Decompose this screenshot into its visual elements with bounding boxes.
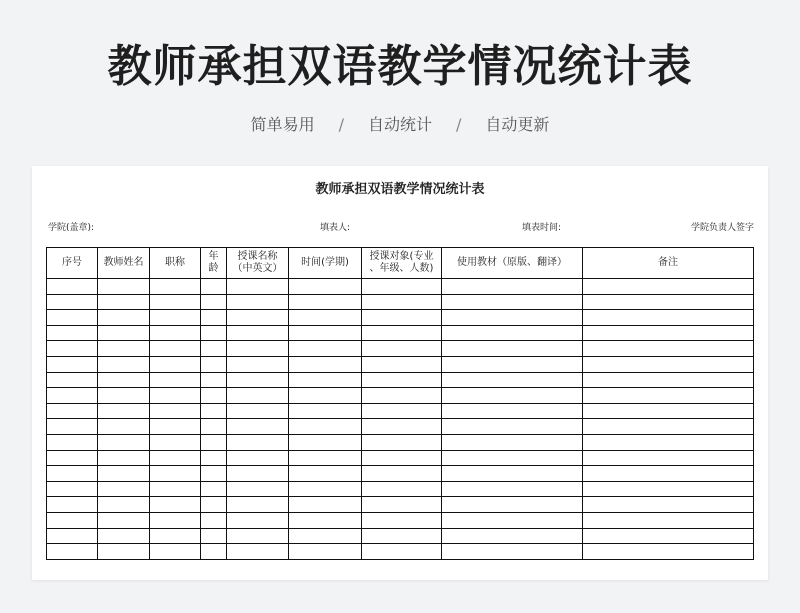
table-cell[interactable]: [583, 356, 754, 372]
column-header-age-line1: 年: [208, 251, 219, 262]
table-cell[interactable]: [442, 403, 583, 419]
table-cell[interactable]: [98, 325, 150, 341]
table-cell[interactable]: [201, 497, 227, 513]
table-cell[interactable]: [98, 528, 150, 544]
table-cell[interactable]: [442, 341, 583, 357]
table-cell[interactable]: [583, 497, 754, 513]
column-header-audience-line1: 授课对象(专业: [369, 251, 434, 262]
college-seal-label: 学院(盖章):: [48, 223, 95, 233]
separator: /: [456, 115, 462, 134]
table-cell[interactable]: [150, 372, 201, 388]
table-cell[interactable]: [289, 434, 362, 450]
table-cell[interactable]: [47, 450, 98, 466]
table-cell[interactable]: [442, 466, 583, 482]
table-row: [47, 419, 754, 435]
fill-date-label: 填表时间:: [522, 223, 562, 233]
table-cell[interactable]: [150, 528, 201, 544]
column-header-remarks: 备注: [583, 248, 754, 279]
statistics-table: [46, 247, 754, 560]
table-row: [47, 356, 754, 372]
table-cell[interactable]: [47, 528, 98, 544]
table-cell[interactable]: [583, 528, 754, 544]
table-cell[interactable]: [362, 528, 442, 544]
table-cell[interactable]: [98, 388, 150, 404]
table-cell[interactable]: [47, 512, 98, 528]
table-row: [47, 372, 754, 388]
table-cell[interactable]: [289, 419, 362, 435]
table-cell[interactable]: [150, 450, 201, 466]
table-row: [47, 434, 754, 450]
table-cell[interactable]: [150, 279, 201, 295]
table-cell[interactable]: [289, 466, 362, 482]
table-cell[interactable]: [442, 279, 583, 295]
table-cell[interactable]: [583, 341, 754, 357]
table-header-row: [47, 248, 754, 279]
table-cell[interactable]: [47, 403, 98, 419]
table-cell[interactable]: [227, 388, 289, 404]
table-cell[interactable]: [98, 544, 150, 560]
table-cell[interactable]: [362, 403, 442, 419]
column-header-course-line1: 授课名称: [237, 251, 278, 262]
table-cell[interactable]: [442, 512, 583, 528]
table-cell[interactable]: [150, 325, 201, 341]
table-cell[interactable]: [362, 372, 442, 388]
table-cell[interactable]: [201, 403, 227, 419]
table-cell[interactable]: [47, 481, 98, 497]
column-header-age-line2: 龄: [208, 263, 219, 274]
table-cell[interactable]: [201, 388, 227, 404]
table-cell[interactable]: [150, 481, 201, 497]
table-cell[interactable]: [442, 388, 583, 404]
table-cell[interactable]: [583, 310, 754, 326]
table-cell[interactable]: [98, 341, 150, 357]
table-cell[interactable]: [442, 325, 583, 341]
column-header-audience: [362, 248, 442, 279]
table-cell[interactable]: [362, 310, 442, 326]
table-cell[interactable]: [289, 481, 362, 497]
table-cell[interactable]: [362, 388, 442, 404]
table-cell[interactable]: [583, 512, 754, 528]
table-cell[interactable]: [362, 466, 442, 482]
table-cell[interactable]: [289, 450, 362, 466]
table-cell[interactable]: [289, 356, 362, 372]
filler-label: 填表人:: [320, 223, 351, 233]
table-cell[interactable]: [362, 481, 442, 497]
column-header-course-line2: （中英文）: [232, 263, 283, 274]
table-cell[interactable]: [201, 279, 227, 295]
table-cell[interactable]: [583, 450, 754, 466]
table-cell[interactable]: [47, 341, 98, 357]
column-header-audience-line2: 、年级、人数): [369, 263, 434, 274]
table-cell[interactable]: [201, 294, 227, 310]
table-cell[interactable]: [442, 481, 583, 497]
table-body: [47, 279, 754, 560]
table-cell[interactable]: [201, 341, 227, 357]
table-cell[interactable]: [227, 310, 289, 326]
table-cell[interactable]: [583, 419, 754, 435]
table-row: [47, 450, 754, 466]
table-cell[interactable]: [150, 403, 201, 419]
table-row: [47, 481, 754, 497]
table-cell[interactable]: [201, 325, 227, 341]
table-row: [47, 528, 754, 544]
table-cell[interactable]: [583, 372, 754, 388]
table-cell[interactable]: [583, 388, 754, 404]
table-cell[interactable]: [47, 544, 98, 560]
table-cell[interactable]: [227, 466, 289, 482]
table-cell[interactable]: [227, 279, 289, 295]
table-row: [47, 544, 754, 560]
table-cell[interactable]: [150, 512, 201, 528]
table-cell[interactable]: [227, 512, 289, 528]
table-cell[interactable]: [98, 512, 150, 528]
table-cell[interactable]: [150, 419, 201, 435]
table-cell[interactable]: [47, 294, 98, 310]
table-cell[interactable]: [289, 341, 362, 357]
table-cell[interactable]: [362, 434, 442, 450]
table-row: [47, 325, 754, 341]
table-cell[interactable]: [98, 481, 150, 497]
column-header-age: [201, 248, 227, 279]
table-cell[interactable]: [289, 294, 362, 310]
table-cell[interactable]: [47, 434, 98, 450]
column-header-textbook: 使用教材（原版、翻译）: [442, 248, 583, 279]
table-cell[interactable]: [98, 434, 150, 450]
table-cell[interactable]: [47, 372, 98, 388]
table-cell[interactable]: [201, 372, 227, 388]
table-row: [47, 466, 754, 482]
separator: /: [338, 115, 344, 134]
table-cell[interactable]: [201, 528, 227, 544]
table-row: [47, 341, 754, 357]
table-cell[interactable]: [362, 512, 442, 528]
table-cell[interactable]: [201, 481, 227, 497]
table-cell[interactable]: [442, 356, 583, 372]
table-cell[interactable]: [289, 325, 362, 341]
table-cell[interactable]: [227, 294, 289, 310]
table-cell[interactable]: [227, 419, 289, 435]
table-cell[interactable]: [98, 497, 150, 513]
table-cell[interactable]: [98, 419, 150, 435]
table-cell[interactable]: [289, 279, 362, 295]
table-cell[interactable]: [47, 466, 98, 482]
page-title: 教师承担双语教学情况统计表: [107, 41, 693, 92]
table-cell[interactable]: [150, 388, 201, 404]
table-cell[interactable]: [442, 310, 583, 326]
table-cell[interactable]: [47, 325, 98, 341]
table-cell[interactable]: [289, 528, 362, 544]
table-row: [47, 388, 754, 404]
table-cell[interactable]: [227, 403, 289, 419]
table-cell[interactable]: [362, 294, 442, 310]
table-cell[interactable]: [150, 544, 201, 560]
feature-tag: 自动更新: [485, 115, 550, 134]
table-cell[interactable]: [442, 450, 583, 466]
table-cell[interactable]: [289, 372, 362, 388]
table-cell[interactable]: [289, 512, 362, 528]
table-cell[interactable]: [227, 356, 289, 372]
table-cell[interactable]: [289, 497, 362, 513]
feature-tags: [0, 112, 800, 135]
table-cell[interactable]: [442, 497, 583, 513]
table-cell[interactable]: [201, 356, 227, 372]
table-row: [47, 279, 754, 295]
table-cell[interactable]: [47, 356, 98, 372]
table-cell[interactable]: [583, 544, 754, 560]
feature-tag: 自动统计: [367, 115, 432, 134]
table-cell[interactable]: [362, 279, 442, 295]
table-cell[interactable]: [289, 403, 362, 419]
table-cell[interactable]: [150, 434, 201, 450]
table-cell[interactable]: [201, 512, 227, 528]
table-cell[interactable]: [98, 372, 150, 388]
table-cell[interactable]: [201, 310, 227, 326]
table-cell[interactable]: [150, 341, 201, 357]
column-header-serial: 序号: [47, 248, 98, 279]
table-cell[interactable]: [362, 450, 442, 466]
table-cell[interactable]: [47, 388, 98, 404]
column-header-title: 职称: [150, 248, 201, 279]
table-cell[interactable]: [98, 310, 150, 326]
table-cell[interactable]: [362, 544, 442, 560]
table-cell[interactable]: [442, 528, 583, 544]
table-cell[interactable]: [362, 325, 442, 341]
table-cell[interactable]: [47, 310, 98, 326]
table-cell[interactable]: [583, 403, 754, 419]
table-cell[interactable]: [289, 544, 362, 560]
table-cell[interactable]: [201, 419, 227, 435]
table-cell[interactable]: [98, 294, 150, 310]
table-cell[interactable]: [150, 310, 201, 326]
table-cell[interactable]: [150, 294, 201, 310]
table-cell[interactable]: [150, 356, 201, 372]
table-cell[interactable]: [47, 419, 98, 435]
table-cell[interactable]: [583, 279, 754, 295]
table-cell[interactable]: [362, 497, 442, 513]
table-cell[interactable]: [362, 356, 442, 372]
table-cell[interactable]: [362, 419, 442, 435]
table-cell[interactable]: [201, 450, 227, 466]
table-cell[interactable]: [227, 481, 289, 497]
column-header-teacher-name: 教师姓名: [98, 248, 150, 279]
table-cell[interactable]: [150, 497, 201, 513]
table-row: [47, 497, 754, 513]
signature-label: 学院负责人签字: [690, 223, 754, 233]
table-cell[interactable]: [150, 466, 201, 482]
table-row: [47, 310, 754, 326]
table-cell[interactable]: [227, 434, 289, 450]
table-cell[interactable]: [98, 466, 150, 482]
table-cell[interactable]: [442, 434, 583, 450]
table-cell[interactable]: [289, 310, 362, 326]
table-cell[interactable]: [583, 325, 754, 341]
table-cell[interactable]: [227, 372, 289, 388]
table-row: [47, 403, 754, 419]
table-cell[interactable]: [227, 528, 289, 544]
table-cell[interactable]: [583, 466, 754, 482]
table-cell[interactable]: [227, 497, 289, 513]
table-cell[interactable]: [442, 294, 583, 310]
table-cell[interactable]: [98, 356, 150, 372]
table-cell[interactable]: [227, 341, 289, 357]
table-cell[interactable]: [227, 325, 289, 341]
column-header-course-name: [227, 248, 289, 279]
table-cell[interactable]: [583, 294, 754, 310]
table-cell[interactable]: [583, 481, 754, 497]
table-row: [47, 294, 754, 310]
feature-tag: 简单易用: [250, 115, 315, 134]
table-cell[interactable]: [442, 372, 583, 388]
table-cell[interactable]: [201, 434, 227, 450]
table-cell[interactable]: [227, 450, 289, 466]
table-cell[interactable]: [98, 450, 150, 466]
table-cell[interactable]: [98, 279, 150, 295]
table-cell[interactable]: [362, 341, 442, 357]
sheet-title: 教师承担双语教学情况统计表: [315, 182, 485, 197]
table-cell[interactable]: [583, 434, 754, 450]
table-cell[interactable]: [289, 388, 362, 404]
table-cell[interactable]: [442, 544, 583, 560]
table-cell[interactable]: [47, 279, 98, 295]
table-cell[interactable]: [201, 544, 227, 560]
table-cell[interactable]: [227, 544, 289, 560]
table-cell[interactable]: [47, 497, 98, 513]
column-header-semester: 时间(学期): [289, 248, 362, 279]
table-cell[interactable]: [442, 419, 583, 435]
table-row: [47, 512, 754, 528]
spreadsheet-preview: [32, 166, 768, 580]
table-cell[interactable]: [201, 466, 227, 482]
table-cell[interactable]: [98, 403, 150, 419]
